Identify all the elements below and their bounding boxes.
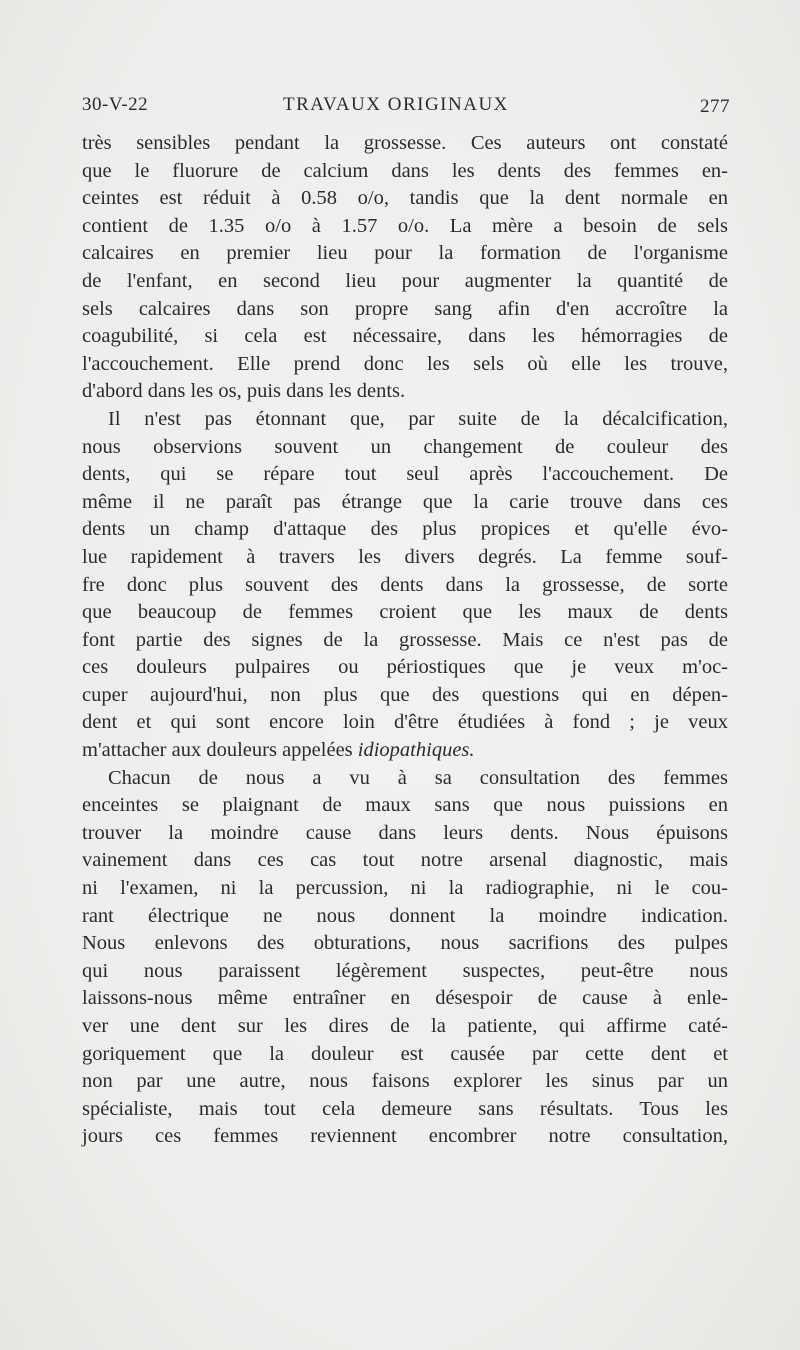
text-line: lue rapidement à travers les divers degrés. La femme souf- — [82, 545, 728, 568]
header-date: 30-V-22 — [82, 94, 149, 115]
text-line: coagubilité, si cela est nécessaire, dans les hémorragies de — [82, 325, 728, 348]
body-text — [82, 130, 728, 1151]
text-line: trouver la moindre cause dans leurs dents. Nous épuisons — [82, 821, 728, 844]
text-line-paragraph-start: Il n'est pas étonnant que, par suite de la décalcification, — [108, 407, 728, 430]
text-line: de l'enfant, en second lieu pour augmenter la quantité de — [82, 269, 728, 292]
text-line: rant électrique ne nous donnent la moindre indication. — [82, 904, 728, 927]
running-header — [82, 94, 730, 118]
text-line: sels calcaires dans son propre sang afin d'en accroître la — [82, 297, 728, 320]
text-line: cuper aujourd'hui, non plus que des questions qui en dépen- — [82, 683, 728, 706]
text-line: jours ces femmes reviennent encombrer notre consultation, — [82, 1125, 728, 1148]
text-line: que le fluorure de calcium dans les dents des femmes en- — [82, 159, 728, 182]
text-line: calcaires en premier lieu pour la formation de l'organisme — [82, 242, 728, 265]
text-line: vainement dans ces cas tout notre arsenal diagnostic, mais — [82, 849, 728, 872]
text-line: font partie des signes de la grossesse. Mais ce n'est pas de — [82, 628, 728, 651]
text-line: ver une dent sur les dires de la patiente, qui affirme caté- — [82, 1015, 728, 1037]
text-line-paragraph-end: d'abord dans les os, puis dans les dents. — [82, 380, 406, 403]
text-line: dents, qui se répare tout seul après l'accouchement. De — [82, 463, 728, 486]
header-section-title: TRAVAUX ORIGINAUX — [283, 94, 509, 115]
text-line: enceintes se plaignant de maux sans que nous puissions en — [82, 794, 728, 817]
text-line: l'accouchement. Elle prend donc les sels où elle les trouve, — [82, 352, 728, 375]
text-line: fre donc plus souvent des dents dans la grossesse, de sorte — [82, 573, 728, 596]
text-line: qui nous paraissent légèrement suspectes, peut-être nous — [82, 959, 728, 982]
text-line: dents un champ d'attaque des plus propices et qu'elle évo- — [82, 518, 728, 541]
text-line: très sensibles pendant la grossesse. Ces auteurs ont constaté — [82, 132, 728, 154]
text-line: même il ne paraît pas étrange que la carie trouve dans ces — [82, 490, 728, 513]
text-line: nous observions souvent un changement de couleur des — [82, 435, 728, 458]
italic-term: idiopathiques. — [357, 739, 475, 762]
text-line: laissons-nous même entraîner en désespoir de cause à enle- — [82, 987, 728, 1010]
text-line: goriquement que la douleur est causée par cette dent et — [82, 1042, 728, 1065]
text-line: non par une autre, nous faisons explorer les sinus par un — [82, 1070, 728, 1093]
text-line: ceintes est réduit à 0.58 o/o, tandis que la dent normale en — [82, 187, 728, 210]
text-line: que beaucoup de femmes croient que les maux de dents — [82, 601, 728, 624]
text-line: Nous enlevons des obturations, nous sacrifions des pulpes — [82, 932, 728, 955]
text-run: m'attacher aux douleurs appelées — [82, 739, 353, 762]
text-line: spécialiste, mais tout cela demeure sans résultats. Tous les — [82, 1097, 728, 1120]
page-number: 277 — [700, 96, 730, 117]
text-line: ni l'examen, ni la percussion, ni la radiographie, ni le cou- — [82, 877, 728, 900]
text-line-paragraph-end — [82, 737, 728, 765]
text-line: ces douleurs pulpaires ou périostiques que je veux m'oc- — [82, 656, 728, 679]
text-line: contient de 1.35 o/o à 1.57 o/o. La mère a besoin de sels — [82, 214, 728, 237]
text-line: dent et qui sont encore loin d'être étudiées à fond ; je veux — [82, 711, 728, 734]
text-line-paragraph-start: Chacun de nous a vu à sa consultation des femmes — [108, 766, 728, 789]
